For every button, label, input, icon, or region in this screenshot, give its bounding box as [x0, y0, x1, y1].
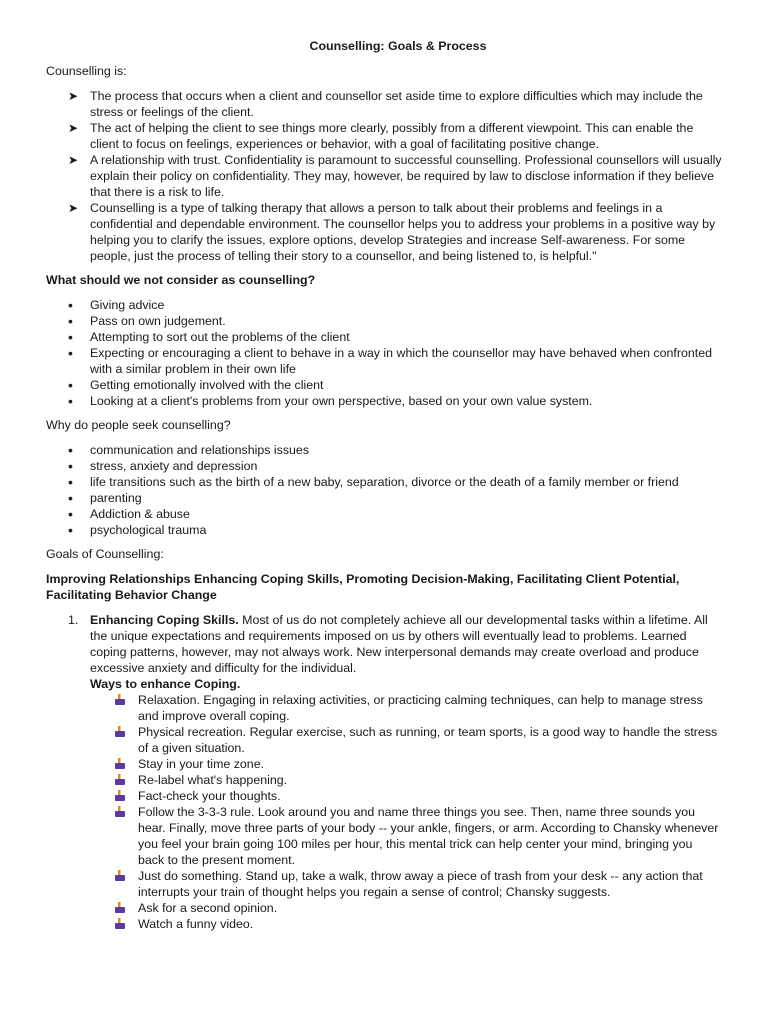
dot-bullet-icon: • — [68, 393, 73, 409]
goal-heading: Enhancing Coping Skills. — [90, 613, 239, 627]
arrowhead-bullet-icon: ➤ — [68, 201, 79, 215]
list-item: • Attempting to sort out the problems of the client — [68, 329, 350, 345]
list-item: ➤ A relationship with trust. Confidentiality is paramount to successful counselling. Professional counsellors will usually explain their policy on confidentiality. They may, however, be required by law to disclose information if they believe that there is a risk to life. — [68, 153, 722, 199]
goal-text: Most of us do not completely achieve all our developmental tasks within a lifetime. All the unique expectations and requirements imposed on us by others will eventually lead to problems. Learned coping patterns, however, may not always work. New interpersonal demands may create overload and produce excessive anxiety and difficulty for the individual. — [90, 613, 708, 675]
list-item: Stay in your time zone. — [90, 756, 722, 772]
list-item: Fact-check your thoughts. — [90, 788, 722, 804]
definition-list — [46, 88, 722, 264]
goals-label: Goals of Counselling: — [46, 547, 164, 561]
list-item: Ask for a second opinion. — [90, 900, 722, 916]
list-item: Relaxation. Engaging in relaxing activities, or practicing calming techniques, can help to manage stress and improve overall coping. — [90, 692, 722, 724]
pointing-hand-bullet-icon — [114, 902, 126, 914]
pointing-hand-bullet-icon — [114, 870, 126, 882]
list-item: • Expecting or encouraging a client to behave in a way in which the counsellor may have behaved when confronted with a similar problem in their own life — [68, 345, 712, 376]
dot-bullet-icon: • — [68, 490, 73, 506]
list-item: ➤ The process that occurs when a client and counsellor set aside time to explore difficulties which may include the stress or feelings of the client. — [68, 89, 703, 119]
list-item: • Pass on own judgement. — [68, 313, 226, 329]
dot-bullet-icon: • — [68, 345, 73, 361]
pointing-hand-bullet-icon — [114, 694, 126, 706]
dot-bullet-icon: • — [68, 329, 73, 345]
pointing-hand-bullet-icon — [114, 790, 126, 802]
intro-label: Counselling is: — [46, 64, 127, 78]
not-counselling-list — [46, 297, 722, 409]
goal-item — [46, 612, 722, 932]
list-item: • stress, anxiety and depression — [68, 458, 258, 474]
pointing-hand-bullet-icon — [114, 758, 126, 770]
dot-bullet-icon: • — [68, 442, 73, 458]
arrowhead-bullet-icon: ➤ — [68, 121, 79, 135]
list-item: • Looking at a client's problems from your own perspective, based on your own value system. — [68, 393, 593, 409]
list-item: • psychological trauma — [68, 522, 207, 538]
pointing-hand-bullet-icon — [114, 918, 126, 930]
page-title: Counselling: Goals & Process — [309, 39, 487, 53]
goals-summary: Improving Relationships Enhancing Coping Skills, Promoting Decision-Making, Facilitating Client Potential, Facilitating Behavior Change — [46, 572, 680, 602]
goals-list — [46, 612, 722, 932]
list-item: ➤ The act of helping the client to see things more clearly, possibly from a different viewpoint. This can enable the client to focus on feelings, experiences or behavior, with a goal of facilitating positive change. — [68, 121, 694, 151]
list-item: Follow the 3-3-3 rule. Look around you and name three things you see. Then, name three sounds you hear. Finally, move three parts of your body -- your ankle, fingers, or arm. According to Chansky whenever you feel your brain going 100 miles per hour, this mental trick can help center your mind, bringing you back to the present moment. — [90, 804, 722, 868]
list-item: Watch a funny video. — [90, 916, 722, 932]
ways-list — [90, 692, 722, 932]
list-item: Physical recreation. Regular exercise, such as running, or team sports, is a good way to handle the stress of a given situation. — [90, 724, 722, 756]
list-item: • Addiction & abuse — [68, 506, 190, 522]
dot-bullet-icon: • — [68, 458, 73, 474]
list-item: • Giving advice — [68, 297, 165, 313]
goal-number: 1. — [68, 613, 79, 627]
dot-bullet-icon: • — [68, 474, 73, 490]
dot-bullet-icon: • — [68, 377, 73, 393]
ways-heading: Ways to enhance Coping. — [90, 677, 241, 691]
list-item: • parenting — [68, 490, 142, 506]
list-item: • Getting emotionally involved with the client — [68, 377, 324, 393]
dot-bullet-icon: • — [68, 313, 73, 329]
list-item: Just do something. Stand up, take a walk, throw away a piece of trash from your desk -- any action that interrupts your train of thought helps you regain a sense of control; Chansky suggests. — [90, 868, 722, 900]
arrowhead-bullet-icon: ➤ — [68, 153, 79, 167]
why-list — [46, 442, 722, 538]
dot-bullet-icon: • — [68, 506, 73, 522]
dot-bullet-icon: • — [68, 297, 73, 313]
goal-paragraph — [90, 612, 722, 676]
list-item: Re-label what's happening. — [90, 772, 722, 788]
list-item: ➤ Counselling is a type of talking therapy that allows a person to talk about their problems and feelings in a confidential and dependable environment. The counsellor helps you to address your problems in a positive way by helping you to clarify the issues, explore options, develop Strategies and increase Self-awareness. For some people, just the process of telling their story to a counsellor, and being listened to, is helpful." — [68, 201, 716, 263]
pointing-hand-bullet-icon — [114, 806, 126, 818]
why-heading: Why do people seek counselling? — [46, 418, 231, 432]
list-item: • communication and relationships issues — [68, 442, 310, 458]
pointing-hand-bullet-icon — [114, 726, 126, 738]
not-counselling-heading: What should we not consider as counselling? — [46, 273, 316, 287]
pointing-hand-bullet-icon — [114, 774, 126, 786]
dot-bullet-icon: • — [68, 522, 73, 538]
arrowhead-bullet-icon: ➤ — [68, 89, 79, 103]
list-item: • life transitions such as the birth of a new baby, separation, divorce or the death of a family member or friend — [68, 474, 679, 490]
